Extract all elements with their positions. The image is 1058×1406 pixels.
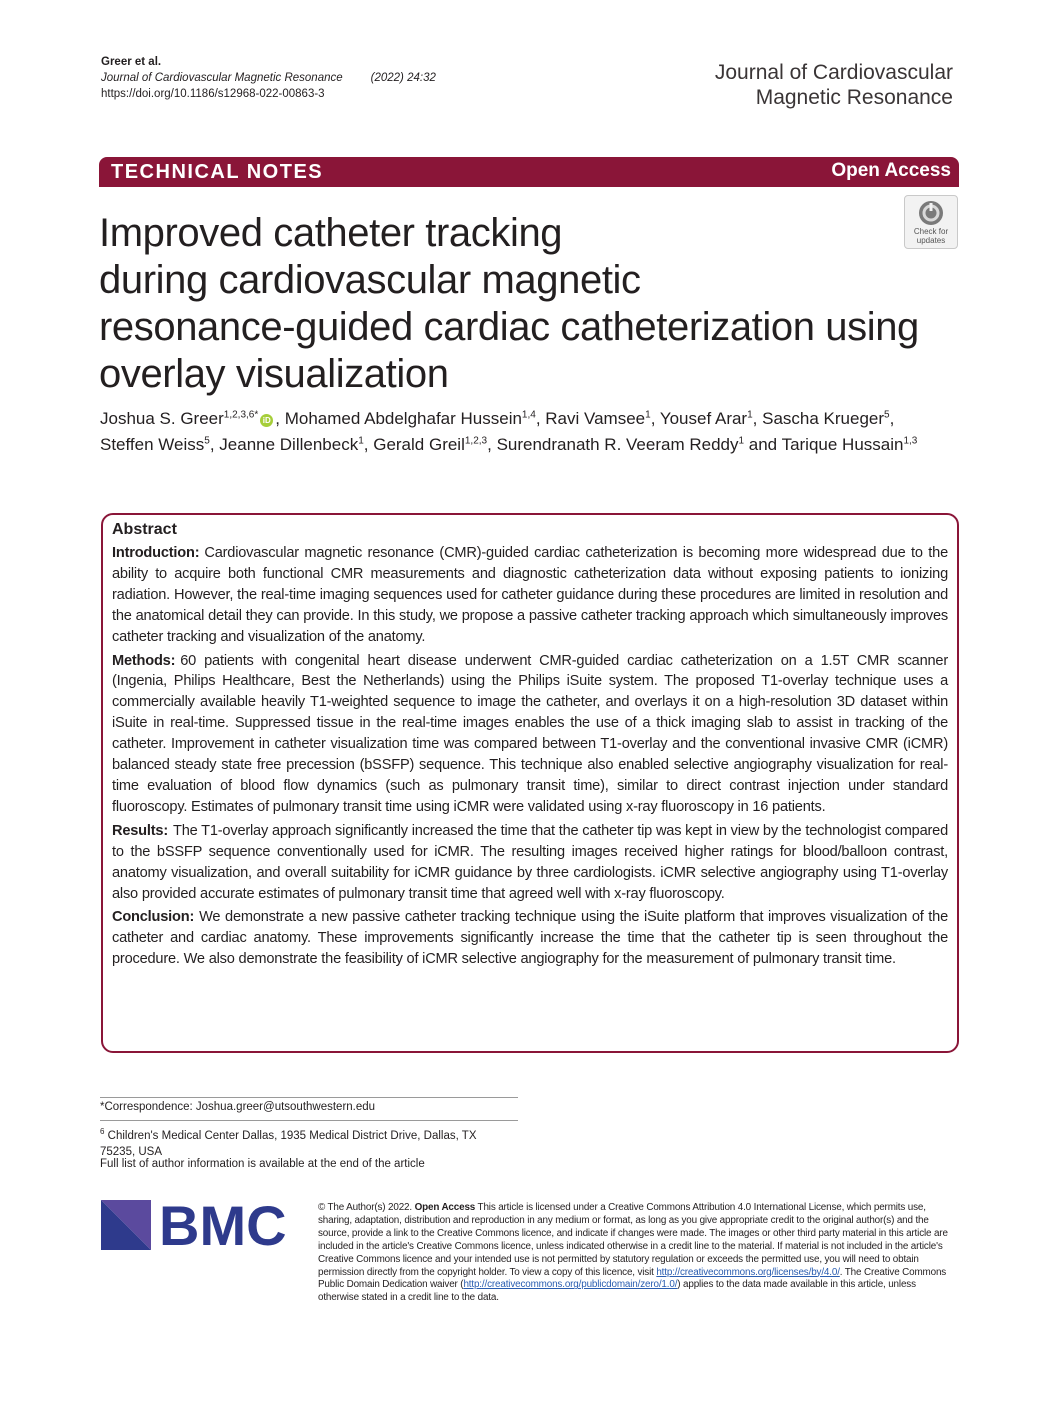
check-updates-line1: Check for xyxy=(913,227,949,236)
abstract-section-text: Cardiovascular magnetic resonance (CMR)-guided cardiac catheterization is becoming more widespread due to the ability to acquire both functional CMR measurements and diagnostic catheterization data without exposing patients to ionizing radiation. However, the real-time imaging sequences used for catheter guidance during these procedures are limited in resolution and the anatomical detail they can provide. In this study, we propose a passive catheter tracking approach which simultaneously improves catheter tracking and visualization of the anatomy. xyxy=(112,545,948,645)
author-name: Joshua S. Greer xyxy=(100,409,224,428)
license-copyright: © The Author(s) 2022. xyxy=(318,1202,415,1213)
journal-name-line1: Journal of Cardiovascular xyxy=(714,61,953,84)
author-name: Tarique Hussain xyxy=(781,435,904,454)
abstract-section-label: Methods: xyxy=(112,652,176,669)
open-access-label: Open Access xyxy=(831,160,951,181)
author-affiliation: 1 xyxy=(747,409,753,421)
citation-journal: Journal of Cardiovascular Magnetic Resonance xyxy=(101,72,343,84)
abstract-section-text: We demonstrate a new passive catheter tracking technique using the iSuite platform that improves visualization of the catheter and cardiac anatomy. These improvements significantly increase the time that the catheter tip is seen throughout the procedure. We also demonstrate the feasibility of iCMR selective angiography for the measurement of pulmonary transit time. xyxy=(112,909,948,968)
author-affiliation: 5 xyxy=(884,409,890,421)
bmc-logo xyxy=(101,1200,296,1250)
title-line: resonance-guided cardiac catheterization using xyxy=(99,305,919,349)
author-affiliation: 1,4 xyxy=(521,409,536,421)
author-name: Steffen Weiss xyxy=(100,435,205,454)
affiliation-line1: Children's Medical Center Dallas, 1935 Medical District Drive, Dallas, TX xyxy=(104,1129,477,1142)
author-name: Sascha Krueger xyxy=(762,409,885,428)
abstract-section-label: Conclusion: xyxy=(112,909,195,926)
author-affiliation: 1 xyxy=(645,409,651,421)
bmc-logo-text: BMC xyxy=(159,1200,287,1250)
license-text: . The Creative Commons Public Domain Dedication waiver ( xyxy=(318,1266,947,1291)
abstract-results xyxy=(112,821,948,905)
author-affiliation: 1 xyxy=(738,435,745,447)
journal-name xyxy=(715,60,953,110)
section-bar xyxy=(99,157,959,187)
author-affiliation: 1 xyxy=(358,435,364,447)
citation-doi-link[interactable]: https://doi.org/10.1186/s12968-022-00863-3 xyxy=(101,88,325,100)
affiliation-line2: 75235, USA xyxy=(100,1145,163,1158)
author-info-note: Full list of author information is available at the end of the article xyxy=(100,1158,425,1170)
author-name: Surendranath R. Veeram Reddy xyxy=(496,435,739,454)
license-text: ) applies to the data made available in this article, unless otherwise stated in a credit line to the data. xyxy=(318,1279,916,1304)
orcid-icon[interactable]: iD xyxy=(260,414,273,427)
author-separator: , xyxy=(535,409,546,428)
author-affiliation: 5 xyxy=(204,435,210,447)
author-list xyxy=(100,406,960,458)
license-link[interactable]: http://creativecommons.org/licenses/by/4.0/ xyxy=(656,1266,840,1278)
footnote-divider xyxy=(100,1097,518,1098)
section-label: TECHNICAL NOTES xyxy=(111,161,324,183)
abstract-section-label: Introduction: xyxy=(112,545,200,561)
license-text: This article is licensed under a Creative Commons Attribution 4.0 International License, which permits use, sharing, adaptation, distribution and reproduction in any medium or format, as long as you give appropriate credit to the original author(s) and the source, provide a link to the Creative Commons licence, and indicate if changes were made. The images or other third party material in this article are included in the article's Creative Commons licence, unless indicated otherwise in a credit line to the material. If material is not included in the article's Creative Commons licence and your intended use is not permitted by statutory regulation or exceeds the permitted use, you will need to obtain permission directly from the copyright holder. To view a copy of this licence, visit xyxy=(318,1202,948,1278)
author-affiliation: 1,2,3,6* xyxy=(223,409,259,421)
public-domain-link[interactable]: http://creativecommons.org/publicdomain/zero/1.0/ xyxy=(463,1279,678,1291)
author-separator: , xyxy=(209,435,220,454)
author-name: Ravi Vamsee xyxy=(545,409,646,428)
author-name: Gerald Greil xyxy=(373,435,465,454)
affiliation-note xyxy=(100,1124,500,1160)
author-separator: , xyxy=(650,409,660,428)
citation-volume: (2022) 24:32 xyxy=(370,72,436,84)
author-separator: , xyxy=(889,409,895,428)
author-name: Yousef Arar xyxy=(659,409,748,428)
author-affiliation: 1,3 xyxy=(903,435,918,447)
author-separator: , xyxy=(487,435,497,454)
title-line: during cardiovascular magnetic xyxy=(99,258,641,302)
author-separator: , xyxy=(275,409,285,428)
license-open-access: Open Access xyxy=(414,1202,476,1213)
citation-author: Greer et al. xyxy=(101,56,162,68)
author-name: Jeanne Dillenbeck xyxy=(219,435,359,454)
abstract-conclusion xyxy=(112,907,948,970)
author-separator: , xyxy=(363,435,374,454)
author-affiliation: 1,2,3 xyxy=(464,435,488,447)
author-separator: and xyxy=(744,435,782,454)
author-separator: , xyxy=(752,409,763,428)
footnote-divider xyxy=(100,1120,518,1121)
author-name: Mohamed Abdelghafar Hussein xyxy=(284,409,522,428)
check-updates-line2: updates xyxy=(916,236,946,245)
abstract-section-text: The T1-overlay approach significantly increased the time that the catheter tip was kept in view by the technologist compared to the bSSFP sequence conventionally used for iCMR. The resulting images received higher ratings for blood/balloon contrast, anatomy visualization, and overall suitability for iCMR guidance by three cardiologists. iCMR selective angiography using T1-overlay also provided accurate estimates of pulmonary transit time that agreed well with x-ray fluoroscopy. xyxy=(112,822,948,902)
abstract-methods xyxy=(112,651,948,818)
citation-journal-row xyxy=(101,70,436,86)
title-line: overlay visualization xyxy=(99,352,449,396)
affiliation-mark: 6 xyxy=(100,1127,105,1136)
citation-header xyxy=(101,54,436,102)
abstract-section-label: Results: xyxy=(112,822,168,839)
abstract-section-text: 60 patients with congenital heart disease underwent CMR-guided cardiac catheterization on a 1.5T CMR scanner (Ingenia, Philips Healthcare, Best the Netherlands) using the Philips iSuite system. The proposed T1-overlay technique uses a commercially available heavily T1-weighted sequence to image the catheter, and overlays it on a high-resolution 3D dataset within iSuite in real-time. Suppressed tissue in the real-time images enables the use of a thick imaging slab to assist in tracking of the catheter. Improvement in catheter visualization time was compared between T1-overlay and the conventional invasive CMR (iCMR) balanced steady state free precession (bSSFP) sequence. This technique also enabled selective angiography visualization for real-time evaluation of blood flow dynamics (such as pulmonary transit time), similar to direct contrast injection under standard fluoroscopy. Estimates of pulmonary transit time using iCMR were validated using x-ray fluoroscopy in 16 patients. xyxy=(112,652,948,815)
title-line: Improved catheter tracking xyxy=(99,211,563,255)
journal-name-line2: Magnetic Resonance xyxy=(755,86,953,109)
article-title xyxy=(99,210,959,398)
license-notice xyxy=(318,1202,958,1305)
correspondence-note: *Correspondence: Joshua.greer@utsouthwestern.edu xyxy=(100,1101,376,1113)
abstract-heading: Abstract xyxy=(112,521,177,538)
abstract-box xyxy=(101,513,959,1053)
abstract-introduction xyxy=(112,543,948,648)
